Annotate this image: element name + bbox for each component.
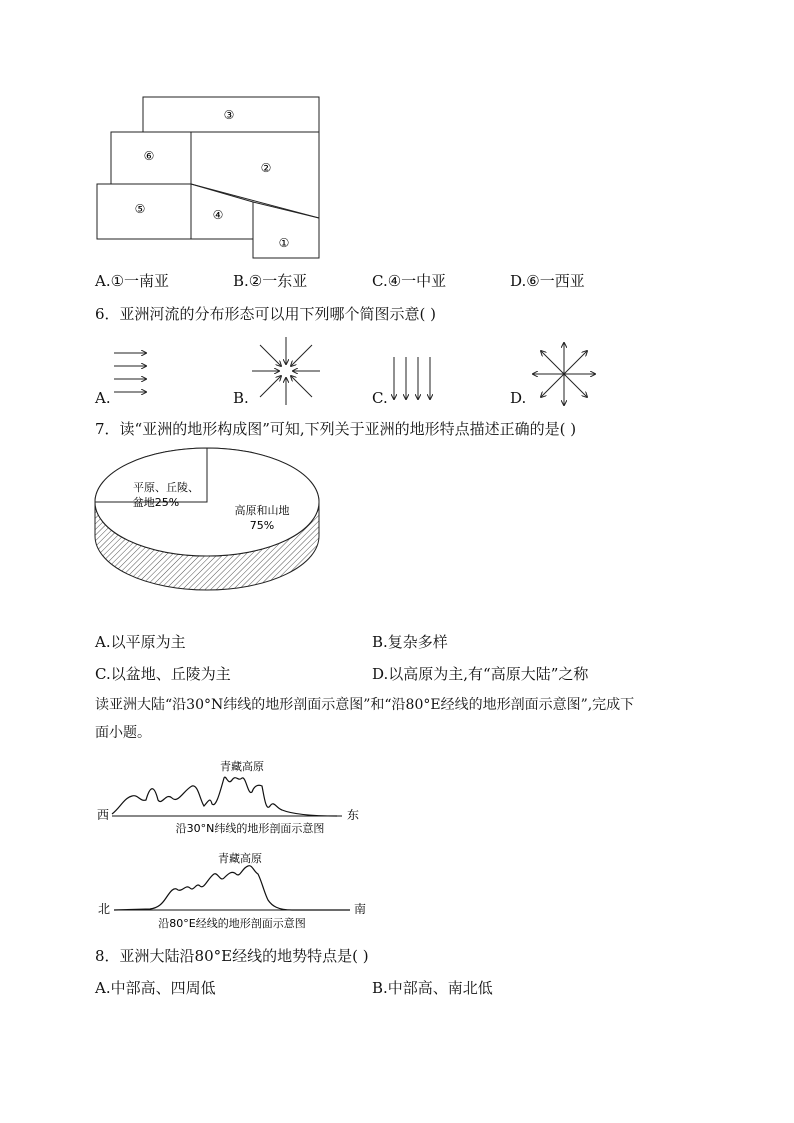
- passage-line-2: 面小题。: [95, 725, 151, 741]
- pie-large-label-2: 75%: [249, 519, 275, 532]
- q5-option-c[interactable]: C.④一中亚: [372, 272, 447, 290]
- radiating-arrows-icon: [530, 340, 598, 408]
- parallel-arrows-south-icon: [386, 355, 444, 405]
- profile-30n-east-label: 东: [347, 808, 360, 822]
- profile-30n-peak-label: 青藏高原: [220, 760, 264, 773]
- q5-option-b[interactable]: B.②一东亚: [233, 272, 308, 290]
- q6-option-d-letter[interactable]: D.: [510, 389, 527, 407]
- q7-stem: 7．读“亚洲的地形构成图”可知,下列关于亚洲的地形特点描述正确的是( ): [95, 420, 577, 438]
- q6-option-c-letter[interactable]: C.: [372, 389, 388, 407]
- parallel-arrows-east-icon: [110, 345, 152, 403]
- q6-option-a-letter[interactable]: A.: [95, 389, 111, 407]
- profile-80e-caption: 沿80°E经线的地形剖面示意图: [158, 917, 306, 930]
- q7-option-b[interactable]: B.复杂多样: [372, 633, 448, 651]
- profile-80e: [92, 848, 382, 932]
- pie-small-label-1: 平原、丘陵、: [133, 481, 199, 494]
- profile-30n-west-label: 西: [97, 808, 110, 822]
- q8-option-a[interactable]: A.中部高、四周低: [95, 979, 216, 997]
- pie-small-label-2: 盆地25%: [132, 496, 180, 509]
- q8-stem: 8．亚洲大陆沿80°E经线的地势特点是( ): [95, 947, 369, 965]
- passage-line-1: 读亚洲大陆“沿30°N纬线的地形剖面示意图”和“沿80°E经线的地形剖面示意图”,完成下: [95, 697, 635, 713]
- terrain-pie-chart: [90, 444, 330, 604]
- q5-option-a[interactable]: A.①一南亚: [95, 272, 170, 290]
- region-map: [90, 92, 330, 264]
- profile-80e-terrain-line: [114, 866, 350, 910]
- region-2-label: ②: [260, 161, 272, 175]
- q6-stem: 6．亚洲河流的分布形态可以用下列哪个简图示意( ): [95, 305, 437, 323]
- q7-option-a[interactable]: A.以平原为主: [95, 633, 186, 651]
- profile-30n: [92, 756, 372, 838]
- profile-80e-north-label: 北: [98, 902, 111, 916]
- region-2: [191, 132, 319, 218]
- region-6-label: ⑥: [143, 149, 155, 163]
- region-4-label: ④: [212, 208, 224, 222]
- q7-option-d[interactable]: D.以高原为主,有“高原大陆”之称: [372, 665, 589, 683]
- region-5-label: ⑤: [134, 202, 146, 216]
- profile-80e-south-label: 南: [354, 902, 367, 916]
- profile-30n-terrain-line: [112, 777, 337, 816]
- converging-arrows-icon: [250, 335, 322, 407]
- q6-option-b-letter[interactable]: B.: [233, 389, 249, 407]
- profile-80e-peak-label: 青藏高原: [218, 852, 262, 865]
- profile-30n-caption: 沿30°N纬线的地形剖面示意图: [175, 822, 325, 835]
- region-3-label: ③: [223, 108, 235, 122]
- region-1-label: ①: [278, 236, 290, 250]
- q8-option-b[interactable]: B.中部高、南北低: [372, 979, 493, 997]
- q5-option-d[interactable]: D.⑥一西亚: [510, 272, 585, 290]
- q7-option-c[interactable]: C.以盆地、丘陵为主: [95, 665, 231, 683]
- pie-large-label-1: 高原和山地: [234, 504, 290, 517]
